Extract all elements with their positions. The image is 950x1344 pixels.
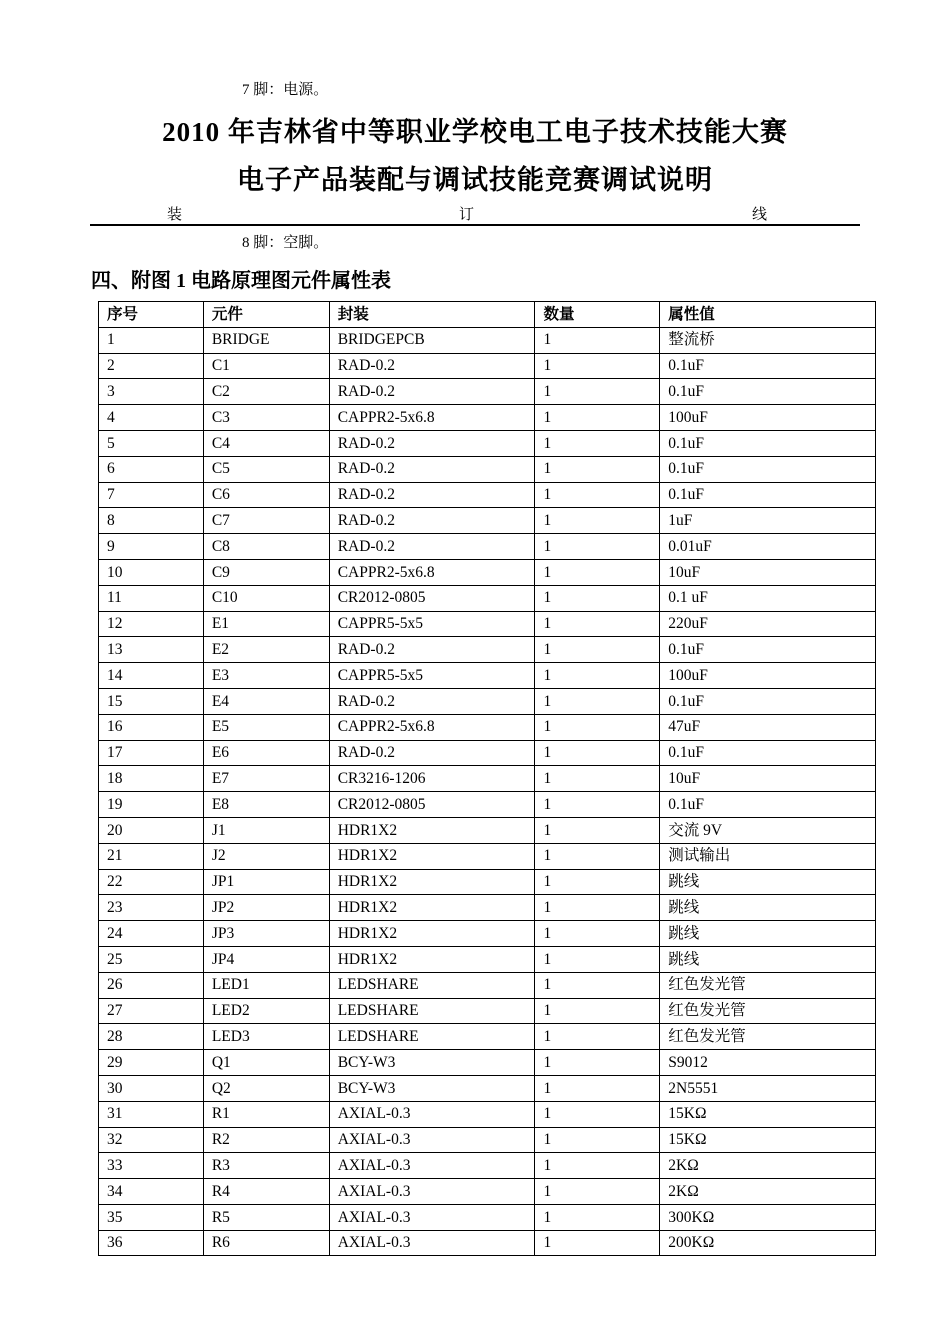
cell-value: 红色发光管 xyxy=(660,972,876,998)
cell-quantity: 1 xyxy=(535,792,660,818)
cell-component: C10 xyxy=(203,585,329,611)
cell-component: LED3 xyxy=(203,1024,329,1050)
cell-package: AXIAL-0.3 xyxy=(329,1230,535,1256)
cell-package: RAD-0.2 xyxy=(329,688,535,714)
cell-quantity: 1 xyxy=(535,611,660,637)
cell-component: JP2 xyxy=(203,895,329,921)
cell-package: HDR1X2 xyxy=(329,817,535,843)
cell-value: 0.1 uF xyxy=(660,585,876,611)
cell-package: RAD-0.2 xyxy=(329,534,535,560)
table-row xyxy=(99,1230,876,1256)
cell-component: R3 xyxy=(203,1153,329,1179)
cell-package: RAD-0.2 xyxy=(329,508,535,534)
cell-value: 1uF xyxy=(660,508,876,534)
cell-index: 2 xyxy=(99,353,204,379)
cell-package: RAD-0.2 xyxy=(329,740,535,766)
table-row xyxy=(99,869,876,895)
table-row xyxy=(99,482,876,508)
table-row xyxy=(99,688,876,714)
table-row xyxy=(99,817,876,843)
cell-package: CAPPR5-5x5 xyxy=(329,663,535,689)
cell-quantity: 1 xyxy=(535,405,660,431)
cell-package: CR3216-1206 xyxy=(329,766,535,792)
cell-index: 12 xyxy=(99,611,204,637)
cell-value: 0.1uF xyxy=(660,456,876,482)
cell-component: E3 xyxy=(203,663,329,689)
cell-quantity: 1 xyxy=(535,482,660,508)
cell-value: 跳线 xyxy=(660,921,876,947)
cell-value: 100uF xyxy=(660,663,876,689)
cell-quantity: 1 xyxy=(535,1050,660,1076)
cell-quantity: 1 xyxy=(535,740,660,766)
cell-quantity: 1 xyxy=(535,559,660,585)
cell-index: 7 xyxy=(99,482,204,508)
cell-package: AXIAL-0.3 xyxy=(329,1204,535,1230)
cell-component: JP4 xyxy=(203,946,329,972)
cell-value: 200KΩ xyxy=(660,1230,876,1256)
cell-quantity: 1 xyxy=(535,946,660,972)
cell-quantity: 1 xyxy=(535,379,660,405)
table-row xyxy=(99,714,876,740)
header-quantity: 数量 xyxy=(535,302,660,328)
cell-component: E4 xyxy=(203,688,329,714)
header-package: 封装 xyxy=(329,302,535,328)
cell-value: 0.1uF xyxy=(660,379,876,405)
cell-value: 0.01uF xyxy=(660,534,876,560)
cell-index: 28 xyxy=(99,1024,204,1050)
cell-value: 2KΩ xyxy=(660,1179,876,1205)
cell-package: HDR1X2 xyxy=(329,869,535,895)
cell-component: R2 xyxy=(203,1127,329,1153)
cell-package: RAD-0.2 xyxy=(329,353,535,379)
cell-index: 32 xyxy=(99,1127,204,1153)
cell-quantity: 1 xyxy=(535,921,660,947)
cell-index: 36 xyxy=(99,1230,204,1256)
cell-component: R4 xyxy=(203,1179,329,1205)
header-index: 序号 xyxy=(99,302,204,328)
table-row xyxy=(99,637,876,663)
cell-package: HDR1X2 xyxy=(329,895,535,921)
table-row xyxy=(99,379,876,405)
cell-component: BRIDGE xyxy=(203,327,329,353)
cell-value: 2N5551 xyxy=(660,1075,876,1101)
cell-value: 47uF xyxy=(660,714,876,740)
cell-index: 29 xyxy=(99,1050,204,1076)
cell-value: 0.1uF xyxy=(660,688,876,714)
cell-component: E5 xyxy=(203,714,329,740)
cell-value: 交流 9V xyxy=(660,817,876,843)
cell-value: 10uF xyxy=(660,559,876,585)
table-row xyxy=(99,353,876,379)
table-row xyxy=(99,456,876,482)
cell-value: 红色发光管 xyxy=(660,998,876,1024)
cell-value: 0.1uF xyxy=(660,353,876,379)
cell-index: 9 xyxy=(99,534,204,560)
cell-component: E7 xyxy=(203,766,329,792)
cell-index: 24 xyxy=(99,921,204,947)
cell-quantity: 1 xyxy=(535,1127,660,1153)
cell-component: J2 xyxy=(203,843,329,869)
cell-package: AXIAL-0.3 xyxy=(329,1179,535,1205)
cell-quantity: 1 xyxy=(535,1179,660,1205)
table-row xyxy=(99,946,876,972)
cell-index: 4 xyxy=(99,405,204,431)
cell-component: E6 xyxy=(203,740,329,766)
table-row xyxy=(99,585,876,611)
cell-package: AXIAL-0.3 xyxy=(329,1153,535,1179)
cell-quantity: 1 xyxy=(535,1153,660,1179)
cell-component: R1 xyxy=(203,1101,329,1127)
table-row xyxy=(99,1179,876,1205)
cell-package: AXIAL-0.3 xyxy=(329,1101,535,1127)
cell-value: S9012 xyxy=(660,1050,876,1076)
cell-component: Q1 xyxy=(203,1050,329,1076)
cell-index: 10 xyxy=(99,559,204,585)
cell-index: 13 xyxy=(99,637,204,663)
cell-quantity: 1 xyxy=(535,585,660,611)
table-row xyxy=(99,508,876,534)
cell-index: 18 xyxy=(99,766,204,792)
cell-component: C2 xyxy=(203,379,329,405)
cell-value: 红色发光管 xyxy=(660,1024,876,1050)
cell-index: 34 xyxy=(99,1179,204,1205)
cell-index: 19 xyxy=(99,792,204,818)
cell-component: C5 xyxy=(203,456,329,482)
binding-line xyxy=(90,202,860,226)
cell-quantity: 1 xyxy=(535,508,660,534)
cell-package: BCY-W3 xyxy=(329,1050,535,1076)
cell-index: 33 xyxy=(99,1153,204,1179)
table-row xyxy=(99,1204,876,1230)
cell-package: LEDSHARE xyxy=(329,998,535,1024)
cell-component: E8 xyxy=(203,792,329,818)
cell-value: 100uF xyxy=(660,405,876,431)
cell-component: Q2 xyxy=(203,1075,329,1101)
binding-mark-left: 装 xyxy=(167,207,183,223)
document-title-line-2: 电子产品装配与调试技能竞赛调试说明 xyxy=(237,165,713,195)
cell-value: 0.1uF xyxy=(660,482,876,508)
table-row xyxy=(99,998,876,1024)
cell-value: 2KΩ xyxy=(660,1153,876,1179)
binding-mark-right: 线 xyxy=(752,207,768,223)
cell-package: CR2012-0805 xyxy=(329,585,535,611)
cell-index: 23 xyxy=(99,895,204,921)
cell-quantity: 1 xyxy=(535,327,660,353)
cell-quantity: 1 xyxy=(535,1230,660,1256)
cell-index: 15 xyxy=(99,688,204,714)
table-row xyxy=(99,740,876,766)
cell-index: 6 xyxy=(99,456,204,482)
cell-package: RAD-0.2 xyxy=(329,637,535,663)
cell-index: 17 xyxy=(99,740,204,766)
cell-quantity: 1 xyxy=(535,1024,660,1050)
cell-component: R5 xyxy=(203,1204,329,1230)
table-row xyxy=(99,534,876,560)
cell-index: 1 xyxy=(99,327,204,353)
table-row xyxy=(99,1153,876,1179)
cell-component: J1 xyxy=(203,817,329,843)
cell-component: C4 xyxy=(203,430,329,456)
cell-index: 8 xyxy=(99,508,204,534)
cell-index: 11 xyxy=(99,585,204,611)
cell-package: HDR1X2 xyxy=(329,921,535,947)
cell-component: C7 xyxy=(203,508,329,534)
table-row xyxy=(99,921,876,947)
table-row xyxy=(99,405,876,431)
cell-index: 3 xyxy=(99,379,204,405)
cell-index: 21 xyxy=(99,843,204,869)
cell-quantity: 1 xyxy=(535,869,660,895)
table-row xyxy=(99,327,876,353)
cell-value: 220uF xyxy=(660,611,876,637)
table-row xyxy=(99,843,876,869)
table-row xyxy=(99,1024,876,1050)
cell-index: 27 xyxy=(99,998,204,1024)
cell-quantity: 1 xyxy=(535,430,660,456)
cell-quantity: 1 xyxy=(535,637,660,663)
cell-package: BCY-W3 xyxy=(329,1075,535,1101)
pin-7-note: 7 脚：电源。 xyxy=(242,82,329,98)
cell-quantity: 1 xyxy=(535,972,660,998)
cell-component: C6 xyxy=(203,482,329,508)
cell-value: 跳线 xyxy=(660,946,876,972)
cell-component: JP3 xyxy=(203,921,329,947)
cell-index: 20 xyxy=(99,817,204,843)
cell-package: RAD-0.2 xyxy=(329,456,535,482)
cell-quantity: 1 xyxy=(535,688,660,714)
cell-component: C8 xyxy=(203,534,329,560)
cell-component: JP1 xyxy=(203,869,329,895)
cell-component: C1 xyxy=(203,353,329,379)
cell-index: 30 xyxy=(99,1075,204,1101)
table-row xyxy=(99,895,876,921)
cell-package: CR2012-0805 xyxy=(329,792,535,818)
cell-quantity: 1 xyxy=(535,663,660,689)
cell-component: LED2 xyxy=(203,998,329,1024)
cell-quantity: 1 xyxy=(535,843,660,869)
cell-quantity: 1 xyxy=(535,1204,660,1230)
cell-package: RAD-0.2 xyxy=(329,430,535,456)
table-row xyxy=(99,663,876,689)
cell-quantity: 1 xyxy=(535,456,660,482)
cell-quantity: 1 xyxy=(535,766,660,792)
cell-index: 22 xyxy=(99,869,204,895)
cell-quantity: 1 xyxy=(535,534,660,560)
cell-index: 26 xyxy=(99,972,204,998)
cell-quantity: 1 xyxy=(535,998,660,1024)
component-attribute-table xyxy=(98,301,876,1256)
table-row xyxy=(99,611,876,637)
cell-package: HDR1X2 xyxy=(329,946,535,972)
table-header-row xyxy=(99,302,876,328)
cell-quantity: 1 xyxy=(535,1101,660,1127)
cell-quantity: 1 xyxy=(535,817,660,843)
cell-index: 35 xyxy=(99,1204,204,1230)
cell-index: 16 xyxy=(99,714,204,740)
header-value: 属性值 xyxy=(660,302,876,328)
table-row xyxy=(99,1050,876,1076)
table-row xyxy=(99,430,876,456)
cell-value: 跳线 xyxy=(660,895,876,921)
pin-8-note: 8 脚：空脚。 xyxy=(242,235,329,251)
cell-index: 31 xyxy=(99,1101,204,1127)
cell-value: 10uF xyxy=(660,766,876,792)
cell-component: LED1 xyxy=(203,972,329,998)
cell-package: CAPPR2-5x6.8 xyxy=(329,714,535,740)
cell-value: 0.1uF xyxy=(660,430,876,456)
cell-component: E2 xyxy=(203,637,329,663)
cell-value: 300KΩ xyxy=(660,1204,876,1230)
cell-quantity: 1 xyxy=(535,353,660,379)
cell-quantity: 1 xyxy=(535,714,660,740)
cell-index: 14 xyxy=(99,663,204,689)
table-row xyxy=(99,792,876,818)
cell-package: RAD-0.2 xyxy=(329,379,535,405)
cell-quantity: 1 xyxy=(535,1075,660,1101)
cell-package: CAPPR5-5x5 xyxy=(329,611,535,637)
cell-package: LEDSHARE xyxy=(329,972,535,998)
cell-component: C9 xyxy=(203,559,329,585)
table-row xyxy=(99,1101,876,1127)
cell-package: CAPPR2-5x6.8 xyxy=(329,405,535,431)
cell-value: 测试输出 xyxy=(660,843,876,869)
cell-package: BRIDGEPCB xyxy=(329,327,535,353)
cell-component: R6 xyxy=(203,1230,329,1256)
cell-value: 跳线 xyxy=(660,869,876,895)
cell-package: RAD-0.2 xyxy=(329,482,535,508)
cell-index: 25 xyxy=(99,946,204,972)
cell-value: 15KΩ xyxy=(660,1101,876,1127)
cell-package: HDR1X2 xyxy=(329,843,535,869)
cell-value: 0.1uF xyxy=(660,740,876,766)
document-title-line-1: 2010 年吉林省中等职业学校电工电子技术技能大赛 xyxy=(162,117,788,147)
cell-value: 整流桥 xyxy=(660,327,876,353)
cell-package: LEDSHARE xyxy=(329,1024,535,1050)
section-heading: 四、附图 1 电路原理图元件属性表 xyxy=(91,270,391,292)
table-row xyxy=(99,972,876,998)
table-row xyxy=(99,559,876,585)
cell-value: 0.1uF xyxy=(660,792,876,818)
table-row xyxy=(99,1127,876,1153)
cell-value: 15KΩ xyxy=(660,1127,876,1153)
cell-index: 5 xyxy=(99,430,204,456)
table-row xyxy=(99,1075,876,1101)
header-component: 元件 xyxy=(203,302,329,328)
cell-package: CAPPR2-5x6.8 xyxy=(329,559,535,585)
cell-package: AXIAL-0.3 xyxy=(329,1127,535,1153)
cell-quantity: 1 xyxy=(535,895,660,921)
table-row xyxy=(99,766,876,792)
cell-component: C3 xyxy=(203,405,329,431)
cell-component: E1 xyxy=(203,611,329,637)
cell-value: 0.1uF xyxy=(660,637,876,663)
binding-mark-middle: 订 xyxy=(459,207,475,223)
